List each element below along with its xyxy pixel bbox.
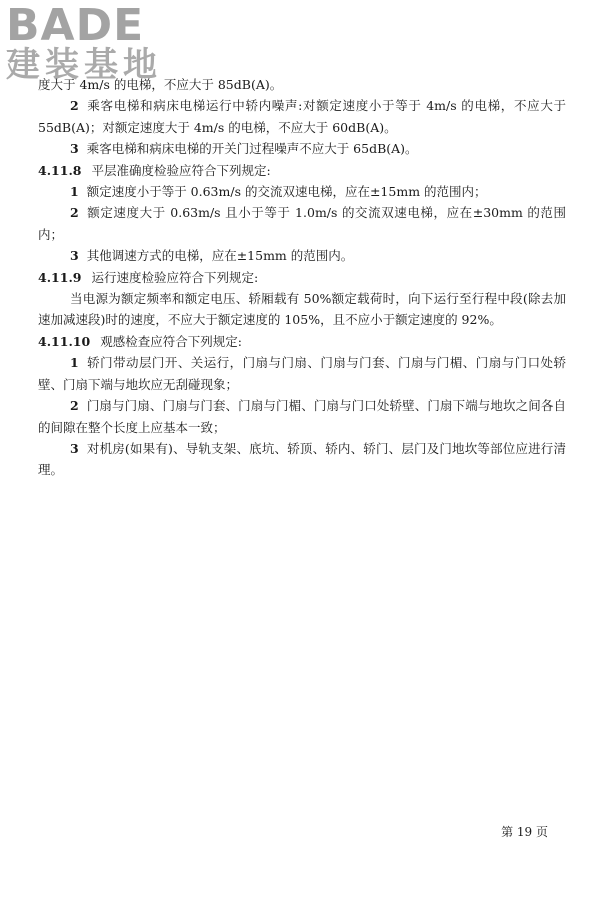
clause-text: 观感检查应符合下列规定: [100,333,242,349]
item-text: 额定速度小于等于 0.63m/s 的交流双速电梯，应在±15mm 的范围内； [86,184,487,200]
item-text: 乘客电梯和病床电梯的开关门过程噪声不应大于 65dB(A)。 [86,141,418,157]
clause-text: 平层准确度检验应符合下列规定: [91,162,271,178]
document-body [38,74,566,481]
clause-heading [38,267,566,288]
list-item [38,352,566,395]
list-item [38,95,566,138]
item-number: 1 [70,184,79,200]
item-text: 其他调速方式的电梯，应在±15mm 的范围内。 [86,248,354,264]
list-item [38,438,566,481]
watermark-cjk-text: 建装基地 [6,45,162,85]
item-text: 额定速度大于 0.63m/s 且小于等于 1.0m/s 的交流双速电梯，应在±30mm 的范围内； [38,205,566,242]
item-number: 2 [70,98,79,114]
line-text: 度大于 4m/s 的电梯，不应大于 85dB(A)。 [38,77,283,92]
clause-number: 4.11.10 [38,333,91,349]
clause-text: 运行速度检验应符合下列规定: [91,269,259,285]
clause-number: 4.11.9 [38,269,82,285]
clause-heading [38,160,566,181]
list-item [38,181,566,202]
list-item [38,395,566,438]
item-number: 1 [70,355,79,371]
list-item [38,202,566,245]
item-number: 3 [70,141,79,157]
clause-heading [38,331,566,352]
continuation-line [38,74,566,95]
item-number: 2 [70,398,79,414]
list-item [38,138,566,159]
item-number: 2 [70,205,79,221]
body-paragraph [38,288,566,331]
clause-number: 4.11.8 [38,162,82,178]
paragraph-text: 当电源为额定频率和额定电压、轿厢载有 50%额定载荷时，向下运行至行程中段(除去加速加减速段)时的速度，不应大于额定速度的 105%，且不应小于额定速度的 92%。 [38,291,566,328]
item-text: 对机房(如果有)、导轨支架、底坑、轿顶、轿内、轿门、层门及门地坎等部位应进行清理。 [38,440,566,478]
item-text: 门扇与门扇、门扇与门套、门扇与门楣、门扇与门口处轿壁、门扇下端与地坎之间各自的间隙在整个长度上应基本一致； [38,398,566,435]
item-text: 乘客电梯和病床电梯运行中轿内噪声:对额定速度小于等于 4m/s 的电梯，不应大于 55dB(A)；对额定速度大于 4m/s 的电梯，不应大于 60dB(A)。 [38,98,566,135]
item-text: 轿门带动层门开、关运行，门扇与门扇、门扇与门套、门扇与门楣、门扇与门口处轿壁、门扇下端与地坎应无刮碰现象； [38,355,566,392]
item-number: 3 [70,440,79,456]
item-number: 3 [70,248,79,264]
list-item [38,245,566,266]
page-number: 第 19 页 [501,825,548,839]
watermark-latin-text: BADE [6,0,145,51]
